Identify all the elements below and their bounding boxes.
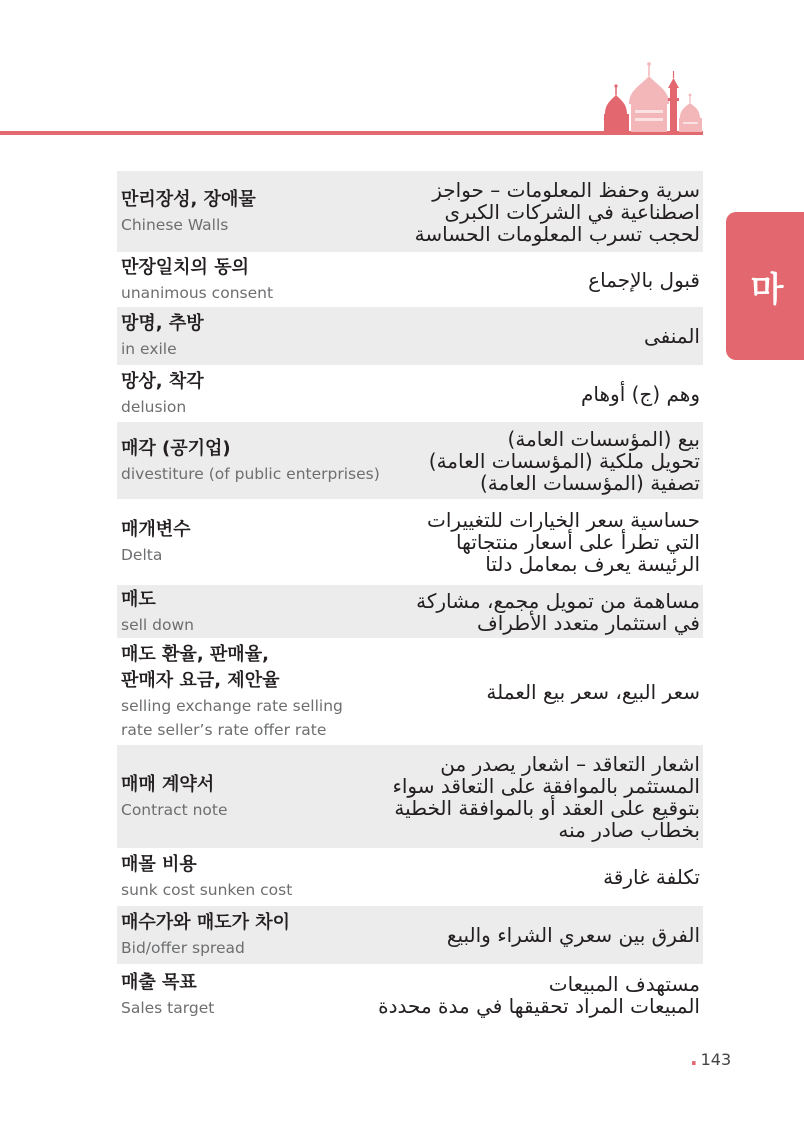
arabic-translation: تكلفة غارقة: [603, 865, 700, 889]
arabic-translation: سعر البيع، سعر بيع العملة: [486, 679, 700, 704]
korean-term: 매매 계약서: [121, 773, 215, 795]
korean-term: 매도: [121, 588, 156, 610]
arabic-translation: المنفى: [643, 324, 700, 348]
korean-term: 만리장성, 장애물: [121, 188, 256, 210]
glossary-entry: [117, 307, 703, 365]
korean-term: 매도 환율, 판매율,: [121, 643, 269, 665]
arabic-translation: الفرق بين سعري الشراء والبيع: [446, 923, 700, 947]
english-term: Sales target: [121, 999, 215, 1017]
mosque-illustration-icon: [598, 58, 704, 134]
page-dot-icon: .: [690, 1046, 698, 1070]
english-term: sell down: [121, 615, 194, 634]
arabic-translation: قبول بالإجماع: [588, 267, 700, 292]
glossary-entry: [117, 745, 703, 848]
arabic-translation: بيع (المؤسسات العامة) تحويل ملكية (المؤسسات العامة) تصفية (المؤسسات العامة): [428, 426, 700, 495]
korean-term: 매몰 비용: [121, 854, 197, 875]
english-term: selling exchange rate selling: [121, 696, 343, 715]
korean-term: 매출 목표: [121, 972, 197, 993]
page-number-text: 143: [700, 1050, 732, 1069]
glossary-entry: [117, 906, 703, 964]
arabic-translation: مستهدف المبيعات المبيعات المراد تحقيقها في مدة محددة: [378, 972, 700, 1018]
section-tab[interactable]: [726, 212, 804, 360]
korean-term: 망명, 추방: [121, 313, 204, 334]
english-term: Bid/offer spread: [121, 939, 245, 957]
section-tab-label: 마: [750, 269, 784, 310]
english-term: rate seller’s rate offer rate: [121, 720, 327, 739]
glossary-entry: [117, 964, 703, 1026]
english-term: Delta: [121, 546, 163, 564]
english-term: Chinese Walls: [121, 215, 229, 234]
arabic-translation: حساسية سعر الخيارات للتغييرات التي تطرأ على أسعار منتجاتها الرئيسة يعرف بمعامل دلتا: [427, 508, 700, 576]
glossary-entry: [117, 365, 703, 422]
glossary-entry: [117, 585, 703, 638]
glossary-list: [117, 171, 703, 1026]
arabic-translation: وهم (ج) أوهام: [581, 381, 700, 406]
korean-term: 매수가와 매도가 차이: [121, 912, 291, 933]
english-term: divestiture (of public enterprises): [121, 464, 380, 483]
english-term: in exile: [121, 340, 177, 358]
korean-term: 판매자 요금, 제안율: [121, 669, 280, 691]
glossary-entry: [117, 422, 703, 499]
arabic-translation: اشعار التعاقد – اشعار يصدر من المستثمر بالموافقة على التعاقد سواء بتوقيع على العقد أو بالموافقة الخطية بخطاب صادر منه: [392, 751, 700, 842]
korean-term: 매개변수: [121, 519, 191, 540]
korean-term: 매각 (공기업): [121, 437, 231, 459]
korean-term: 만장일치의 동의: [121, 256, 249, 278]
glossary-entry: [117, 252, 703, 307]
glossary-entry: [117, 848, 703, 906]
korean-term: 망상, 착각: [121, 370, 204, 392]
english-term: delusion: [121, 397, 187, 416]
arabic-translation: سرية وحفظ المعلومات – حواجز اصطناعية في الشركات الكبرى لحجب تسرب المعلومات الحساسة: [414, 177, 700, 246]
arabic-translation: مساهمة من تمويل مجمع، مشاركة في استثمار متعدد الأطراف: [416, 588, 700, 635]
page-number: [690, 1046, 731, 1070]
glossary-entry: [117, 638, 703, 745]
english-term: unanimous consent: [121, 283, 274, 302]
glossary-entry: [117, 499, 703, 585]
english-term: Contract note: [121, 800, 228, 819]
glossary-entry: [117, 171, 703, 252]
english-term: sunk cost sunken cost: [121, 881, 293, 899]
